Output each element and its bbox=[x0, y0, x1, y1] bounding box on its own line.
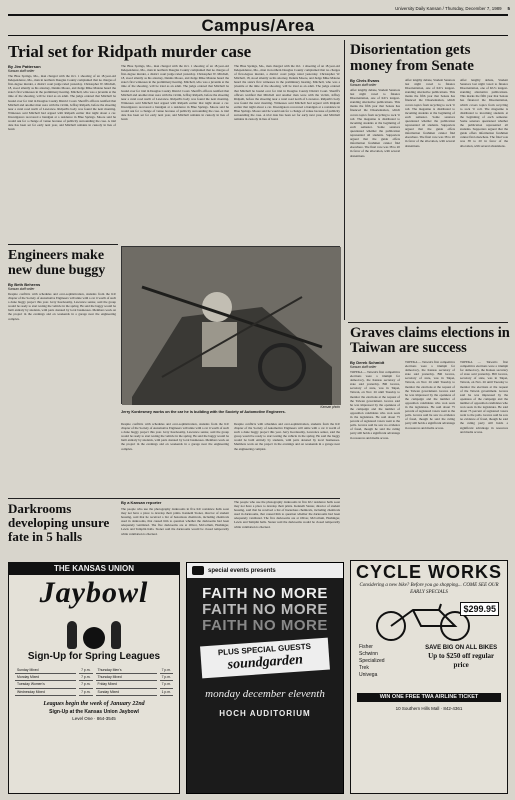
schedule-cell: Tuesday Women's bbox=[15, 681, 76, 688]
brand-item: Fisher bbox=[359, 644, 373, 650]
save-line-1: SAVE BIG ON ALL BIKES bbox=[425, 645, 498, 651]
schedule-cell: Monday Mixed bbox=[15, 674, 76, 681]
schedule-cell: Thursday Men's bbox=[96, 667, 157, 674]
page-number: 5 bbox=[507, 6, 510, 11]
sua-logo-icon bbox=[192, 566, 204, 575]
schedule-cell: Friday Mixed bbox=[96, 681, 157, 688]
cycle-works-ad bbox=[350, 560, 508, 794]
concert-venue: HOCH AUDITORIUM bbox=[219, 709, 311, 718]
disorientation-byline: By Chris Evans bbox=[350, 78, 380, 83]
concert-date: monday december eleventh bbox=[205, 688, 325, 700]
ridpath-body-col3: The Blue Springs, Mo., man charged with the Oct. 1 shooting of an 18-year-old Independence, Mo., man in northern Douglas County complained that no charges of first-degree murder, a district court judge ruled yesterday. Christopher W. Mitchell, 18, stood silently as his attorney, Dennis Moore, and Judge Mike Malone heard the state's first witnesses in the preliminary hearing. Mitchell, who was a juvenile at the time of the shooting, will be tried as an adult. The judge ordered that Mitchell be bound over for trial in Douglas County District Court. Sheriff's officers testified that Mitchell and another man were with the victim, Jeffrey Ridpath, before the shooting near a rural road north of Lawrence. Ridpath's body was found the next morning. Witnesses said Mitchell had argued with Ridpath earlier that night about a car. Investigators recovered a handgun at a residence in Blue Springs. Moore said he would ask for a change of venue because of publicity surrounding the case. A trial date has been set for early next year, and Mitchell remains in custody in lieu of bond. bbox=[234, 64, 340, 122]
graves-staff: Kansan staff writer bbox=[350, 365, 377, 369]
schedule-cell: 7 p.m. bbox=[79, 689, 92, 696]
section-title: Campus/Area bbox=[201, 16, 315, 35]
ridpath-byline: By Jim Patterson bbox=[8, 64, 41, 69]
band-name-2: FAITH NO MORE bbox=[202, 601, 328, 618]
band-name-3: FAITH NO MORE bbox=[202, 617, 328, 634]
graves-body-col3: TOPEKA — Taiwan's first competitive elections were a triumph for democracy, the Kansas secretary of state said yesterday. Bill Graves, secretary of state, was in Taipei, Taiwan, on Nov. 26 until Tuesday to monitor the elections at the request of the Taiwan government. Graves said he was impressed by the openness of the campaign and the number of opposition candidates who won seats in the legislature. He said about 75 percent of registered voters went to the polls. Graves said he saw no evidence of fraud, though he said the ruling party still holds a significant advantage in resources and media access. bbox=[460, 360, 508, 434]
jaybowl-title: Jaybowl bbox=[39, 576, 149, 609]
dune-buggy-photo bbox=[121, 246, 340, 404]
darkrooms-byline-block bbox=[121, 500, 229, 505]
schedule-cell: 7 p.m. bbox=[160, 681, 173, 688]
photo-caption: Jerry Kordesmey works on the car he is building with the Society of Automotive Engineers. bbox=[121, 410, 286, 414]
jaybowl-top: THE KANSAS UNION bbox=[9, 563, 179, 575]
engineers-body-col2: Despite conflicts with schedules and over-sophistication, students from the KU chapter of the Society of Automotive Engineers will unite with a car it worth of such a dune buggy project this year. Jerry Kordesamy, Lawrence senior, said the group would be ready to start testing the vehicle in the spring. He said the buggy would be built entirely by students, with parts donated by local businesses. Members work on the project in the evenings and on weekends in a garage near the engineering complex. bbox=[121, 422, 229, 451]
engineers-staff: Kansan staff writer bbox=[8, 287, 35, 291]
jaybowl-footer-location: Level One · 864-3545 bbox=[72, 715, 116, 721]
ridpath-staff: Kansan staff writer bbox=[8, 69, 35, 73]
jaybowl-ad bbox=[8, 562, 180, 794]
cycle-works-title: CYCLE WORKS bbox=[356, 562, 502, 582]
sua-header-text: special events presents bbox=[208, 567, 276, 574]
guest-band: soundgarden bbox=[227, 652, 304, 673]
jaybowl-footer-signup: Sign-Up at the Kansas Union Jaybowl bbox=[49, 708, 139, 715]
schedule-cell: 7 p.m. bbox=[160, 674, 173, 681]
jaybowl-subtitle: Sign-Up for Spring Leagues bbox=[27, 651, 161, 662]
bike-illustration bbox=[359, 598, 499, 642]
disorientation-body-col3: After lengthy debate, Student Senators last night voted to finance Disorientation, one of KU's longest-standing alternative publications. This marks the fifth year that Senate has financed the Disorientation, which covers topics from recycling to rock 'n' roll. The magazine is distributed to incoming students at the beginning of each semester. Some senators questioned whether the publication represented all students. Supporters argued that the guide offers information freshmen cannot find elsewhere. The final vote was 38 to 20 in favor of the allocation, with several abstentions. bbox=[460, 78, 508, 148]
schedule-cell: 7 p.m. bbox=[79, 681, 92, 688]
brand-item: Trek bbox=[359, 665, 369, 671]
darkrooms-byline: By a Kansan reporter bbox=[121, 500, 162, 505]
darkrooms-body-col2: The people who use the photography darkrooms in five KU residence halls soon may not have a place to develop their prints. Kenneth Stoner, director of student housing, said that he received a list of hazardous chemicals, including chemicals used in darkrooms, that caused him to question whether the darkrooms had been adequately ventilated. The five darkrooms are at Oliver, McCollum, Hashinger, Lewis and Templin halls. Stoner said the darkrooms would be closed temporarily while ventilation is checked. bbox=[234, 500, 340, 529]
ridpath-headline: Trial set for Ridpath murder case bbox=[8, 42, 252, 61]
schedule-cell: 1 p.m. bbox=[160, 689, 173, 696]
photo-illustration bbox=[122, 247, 341, 405]
band-name-1: FAITH NO MORE bbox=[202, 585, 328, 602]
column-rule bbox=[344, 40, 345, 320]
brand-item: Schwinn bbox=[359, 651, 378, 657]
special-guests-banner bbox=[200, 638, 330, 679]
schedule-cell: Sunday Mixed bbox=[15, 667, 76, 674]
jaybowl-footer-leagues: Leagues begin the week of January 22nd bbox=[43, 700, 145, 707]
schedule-cell: Wednesday Mixed bbox=[15, 689, 76, 696]
divider bbox=[8, 498, 340, 499]
sua-header bbox=[187, 563, 343, 578]
ridpath-body-col1: The Blue Springs, Mo., man charged with the Oct. 1 shooting of an 18-year-old Independence, Mo., man in northern Douglas County complained that no charges of first-degree murder, a district court judge ruled yesterday. Christopher W. Mitchell, 18, stood silently as his attorney, Dennis Moore, and Judge Mike Malone heard the state's first witnesses in the preliminary hearing. Mitchell, who was a juvenile at the time of the shooting, will be tried as an adult. The judge ordered that Mitchell be bound over for trial in Douglas County District Court. Sheriff's officers testified that Mitchell and another man were with the victim, Jeffrey Ridpath, before the shooting near a rural road north of Lawrence. Ridpath's body was found the next morning. Witnesses said Mitchell had argued with Ridpath earlier that night about a car. Investigators recovered a handgun at a residence in Blue Springs. Moore said he would ask for a change of venue because of publicity surrounding the case. A trial date has been set for early next year, and Mitchell remains in custody in lieu of bond. bbox=[8, 74, 116, 132]
graves-headline: Graves claims elections in Taiwan are success bbox=[350, 325, 510, 356]
engineers-body-col1: Despite conflicts with schedules and over-sophistication, students from the KU chapter of the Society of Automotive Engineers will unite with a car it worth of such a dune buggy project this year. Jerry Kordesamy, Lawrence senior, said the group would be ready to start testing the vehicle in the spring. He said the buggy would be built entirely by students, with parts donated by local businesses. Members work on the project in the evenings and on weekends in a garage near the engineering complex. bbox=[8, 292, 116, 321]
graves-byline: By Derek Schmidt bbox=[350, 360, 385, 365]
faith-no-more-ad bbox=[186, 562, 344, 794]
bike-price: $299.95 bbox=[460, 602, 499, 616]
bike-brands bbox=[351, 644, 507, 679]
graves-body-col2: TOPEKA — Taiwan's first competitive elections were a triumph for democracy, the Kansas secretary of state said yesterday. Bill Graves, secretary of state, was in Taipei, Taiwan, on Nov. 26 until Tuesday to monitor the elections at the request of the Taiwan government. Graves said he was impressed by the openness of the campaign and the number of opposition candidates who won seats in the legislature. He said about 75 percent of registered voters went to the polls. Graves said he saw no evidence of fraud, though he said the ruling party still holds a significant advantage in resources and media access. bbox=[405, 360, 455, 430]
plus-special-guests: PLUS SPECIAL GUESTS bbox=[217, 641, 312, 658]
save-line-2: Up to $250 off regular price bbox=[428, 652, 495, 669]
graves-body-col1: TOPEKA — Taiwan's first competitive elections were a triumph for democracy, the Kansas secretary of state said yesterday. Bill Graves, secretary of state, was in Taipei, Taiwan, on Nov. 26 until Tuesday to monitor the elections at the request of the Taiwan government. Graves said he was impressed by the openness of the campaign and the number of opposition candidates who won seats in the legislature. He said about 75 percent of registered voters went to the polls. Graves said he saw no evidence of fraud, though he said the ruling party still holds a significant advantage in resources and media access. bbox=[350, 370, 400, 440]
schedule-cell: 7 p.m. bbox=[160, 667, 173, 674]
schedule-cell: Thursday Mixed bbox=[96, 674, 157, 681]
schedule-cell: 7 p.m. bbox=[79, 674, 92, 681]
brand-list bbox=[359, 644, 417, 679]
savings-box bbox=[423, 644, 499, 679]
engineers-headline: Engineers make new dune buggy bbox=[8, 248, 106, 278]
photo-credit: Kansan photo bbox=[320, 405, 340, 409]
cycle-works-tagline: Considering a new bike? Before you go shopping... COME SEE OUR EARLY SPECIALS bbox=[359, 583, 499, 595]
schedule-cell: Sunday Mixed bbox=[96, 689, 157, 696]
engineers-byline-block bbox=[8, 282, 118, 291]
darkrooms-headline: Darkrooms developing unsure fate in 5 halls bbox=[8, 501, 110, 544]
disorientation-staff: Kansan staff writer bbox=[350, 83, 377, 87]
running-head bbox=[300, 6, 510, 11]
disorientation-body-col1: After lengthy debate, Student Senators last night voted to finance Disorientation, one of KU's longest-standing alternative publications. This marks the fifth year that Senate has financed the Disorientation, which covers topics from recycling to rock 'n' roll. The magazine is distributed to incoming students at the beginning of each semester. Some senators questioned whether the publication represented all students. Supporters argued that the guide offers information freshmen cannot find elsewhere. The final vote was 38 to 20 in favor of the allocation, with several abstentions. bbox=[350, 88, 400, 158]
disorientation-headline: Disorientation gets money from Senate bbox=[350, 42, 474, 74]
jaybowl-schedule bbox=[15, 667, 173, 696]
darkrooms-body-col1: The people who use the photography darkrooms in five KU residence halls soon may not have a place to develop their prints. Kenneth Stoner, director of student housing, said that he received a list of hazardous chemicals, including chemicals used in darkrooms, that caused him to question whether the darkrooms had been adequately ventilated. The five darkrooms are at Oliver, McCollum, Hashinger, Lewis and Templin halls. Stoner said the darkrooms would be closed temporarily while ventilation is checked. bbox=[121, 507, 229, 536]
graves-byline-block bbox=[350, 360, 402, 369]
ticket-offer: WIN ONE FREE TWA AIRLINE TICKET bbox=[357, 693, 501, 702]
cycle-address: 10 Southern Hills Mall · 842-4361 bbox=[395, 706, 463, 711]
schedule-cell: 7 p.m. bbox=[79, 667, 92, 674]
jaybowl-bowling-pins bbox=[9, 611, 179, 649]
divider bbox=[348, 322, 508, 323]
disorientation-body-col2: After lengthy debate, Student Senators last night voted to finance Disorientation, one of KU's longest-standing alternative publications. This marks the fifth year that Senate has financed the Disorientation, which covers topics from recycling to rock 'n' roll. The magazine is distributed to incoming students at the beginning of each semester. Some senators questioned whether the publication represented all students. Supporters argued that the guide offers information freshmen cannot find elsewhere. The final vote was 38 to 20 in favor of the allocation, with several abstentions. bbox=[405, 78, 455, 148]
engineers-byline: By Beth Behrens bbox=[8, 282, 41, 287]
paper-dateline: University Daily Kansan / Thursday, December 7, 1989 bbox=[395, 6, 502, 11]
ridpath-body-col2: The Blue Springs, Mo., man charged with the Oct. 1 shooting of an 18-year-old Independence, Mo., man in northern Douglas County complained that no charges of first-degree murder, a district court judge ruled yesterday. Christopher W. Mitchell, 18, stood silently as his attorney, Dennis Moore, and Judge Mike Malone heard the state's first witnesses in the preliminary hearing. Mitchell, who was a juvenile at the time of the shooting, will be tried as an adult. The judge ordered that Mitchell be bound over for trial in Douglas County District Court. Sheriff's officers testified that Mitchell and another man were with the victim, Jeffrey Ridpath, before the shooting near a rural road north of Lawrence. Ridpath's body was found the next morning. Witnesses said Mitchell had argued with Ridpath earlier that night about a car. Investigators recovered a handgun at a residence in Blue Springs. Moore said he would ask for a change of venue because of publicity surrounding the case. A trial date has been set for early next year, and Mitchell remains in custody in lieu of bond. bbox=[121, 64, 229, 122]
engineers-body-col3: Despite conflicts with schedules and over-sophistication, students from the KU chapter of the Society of Automotive Engineers will unite with a car it worth of such a dune buggy project this year. Jerry Kordesamy, Lawrence senior, said the group would be ready to start testing the vehicle in the spring. He said the buggy would be built entirely by students, with parts donated by local businesses. Members work on the project in the evenings and on weekends in a garage near the engineering complex. bbox=[234, 422, 340, 451]
section-banner bbox=[8, 14, 508, 36]
divider bbox=[8, 244, 118, 245]
brand-item: Specialized bbox=[359, 658, 385, 664]
disorientation-byline-block bbox=[350, 78, 402, 87]
brand-item: Univega bbox=[359, 672, 378, 678]
ridpath-byline-block bbox=[8, 64, 118, 73]
